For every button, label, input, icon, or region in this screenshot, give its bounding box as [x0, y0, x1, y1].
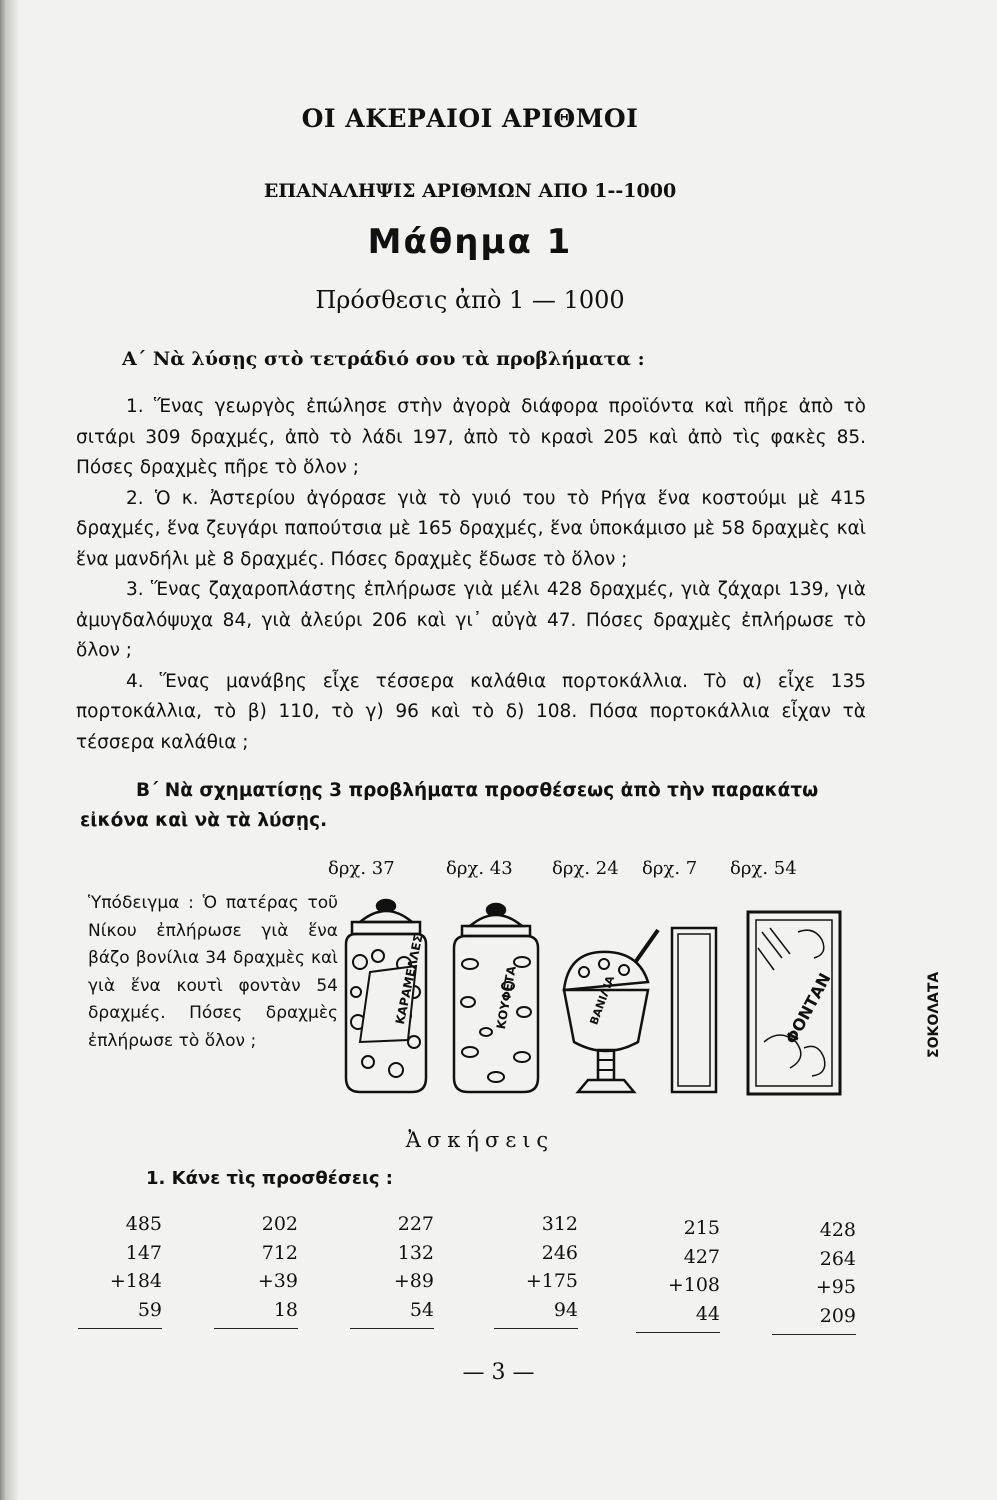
sum-column-6: [786, 1216, 856, 1335]
sum-line: 18: [273, 1298, 298, 1321]
sum-column-3: [364, 1210, 434, 1329]
sum-underline: [494, 1328, 578, 1329]
caramel-jar-icon: [346, 900, 426, 1092]
sum-line: 264: [819, 1247, 856, 1270]
problem-list: [76, 392, 866, 758]
label-fontan: ΦΟΝΤΑΝ: [781, 969, 835, 1048]
exercises-title: Ἀσκήσεις: [405, 1128, 555, 1152]
sum-line: +108: [667, 1274, 720, 1296]
price-label-vanilla: δρχ. 24: [552, 858, 619, 879]
sum-line: 209: [819, 1304, 856, 1327]
sum-underline: [78, 1328, 162, 1329]
sum-line: +95: [815, 1276, 856, 1298]
sum-line: 54: [409, 1298, 434, 1321]
label-karamelles: ΚΑΡΑΜΕΛΛΕΣ: [392, 932, 426, 1026]
sum-line: 59: [137, 1298, 162, 1321]
sum-column-1: [92, 1210, 162, 1329]
lesson-heading: Μάθημα 1: [367, 222, 573, 262]
problem-1: 1. Ἕνας γεωργὸς ἐπώλησε στὴν ἀγορὰ διάφορα προϊόντα καὶ πῆρε ἀπὸ τὸ σιτάρι 309 δραχμές, ἀπὸ τὸ λάδι 197, ἀπὸ τὸ κρασὶ 205 καὶ ἀπὸ τὶς φακὲς 85. Πόσες δραχμὲς πῆρε τὸ ὅλον ;: [76, 396, 866, 478]
sum-column-2: [228, 1210, 298, 1329]
price-label-chocolate: δρχ. 7: [642, 858, 698, 879]
label-vanilia: ΒΑΝΙΛΙΑ: [587, 974, 618, 1027]
sum-line: 428: [819, 1219, 856, 1241]
label-koufeta: ΚΟΥΦΕΤΑ: [493, 964, 519, 1031]
sum-column-5: [650, 1214, 720, 1333]
sum-underline: [772, 1334, 856, 1335]
sum-underline: [214, 1328, 298, 1329]
page-number: — 3 —: [462, 1360, 535, 1385]
exercise-1-text: 1. Κάνε τὶς προσθέσεις :: [146, 1168, 394, 1189]
sum-line: 202: [261, 1213, 298, 1235]
problem-3: 3. Ἕνας ζαχαροπλάστης ἐπλήρωσε γιὰ μέλι 428 δραχμές, γιὰ ζάχαρι 139, γιὰ ἀμυγδαλόψυχα 84, γιὰ ἀλεύρι 206 καὶ γι᾽ αὐγὰ 47. Πόσες δραχμὲς ἐπλήρωσε τὸ ὅλον ;: [76, 579, 866, 661]
price-label-caramels: δρχ. 37: [328, 858, 395, 879]
chapter-subtitle: ΕΠΑΝΑΛΗΨΙΣ ΑΡΙΘΜΩΝ ΑΠΟ 1--1000: [263, 180, 677, 202]
sum-line: 132: [397, 1241, 434, 1264]
sum-line: 94: [553, 1298, 578, 1321]
sum-line: 312: [541, 1213, 578, 1235]
chocolate-bar-icon: [672, 928, 716, 1092]
example-problem: Ὑπόδειγμα : Ὁ πατέρας τοῦ Νίκου ἐπλήρωσε γιὰ ἕνα βάζο βονίλια 34 δραχμὲς καὶ γιὰ ἕνα κουτὶ φοντὰν 54 δραχμές. Πόσες δραχμὲς ἐπλήρωσε τὸ ὅλον ;: [88, 893, 338, 1051]
sum-line: +39: [257, 1270, 298, 1292]
section-b-heading: Β΄ Νὰ σχηματίσῃς 3 προβλήματα προσθέσεως ἀπὸ τὴν παρακάτω εἰκόνα καὶ νὰ τὰ λύσῃς.: [80, 780, 819, 831]
sum-line: 427: [683, 1245, 720, 1268]
price-label-fondant: δρχ. 54: [730, 858, 797, 879]
koufeta-jar-icon: [454, 904, 538, 1092]
sum-underline: [350, 1328, 434, 1329]
sum-line: 227: [397, 1213, 434, 1235]
sum-underline: [636, 1332, 720, 1333]
fondant-box-icon: [748, 912, 840, 1094]
price-label-koufeta: δρχ. 43: [446, 858, 513, 879]
section-a-heading: Α΄ Νὰ λύσῃς στὸ τετράδιό σου τὰ προβλήματα :: [122, 348, 645, 370]
sum-line: 246: [541, 1241, 578, 1264]
vanilla-cup-icon: [564, 930, 658, 1092]
problem-4: 4. Ἕνας μανάβης εἶχε τέσσερα καλάθια πορτοκάλλια. Τὸ α) εἶχε 135 πορτοκάλλια, τὸ β) 110, τὸ γ) 96 καὶ τὸ δ) 108. Πόσα πορτοκάλλια εἶχαν τὰ τέσσερα καλάθια ;: [76, 670, 866, 753]
sum-line: 44: [695, 1302, 720, 1325]
sum-line: 215: [683, 1217, 720, 1239]
sum-column-4: [508, 1210, 578, 1329]
label-sokolata: ΣΟΚΟΛΑΤΑ: [926, 971, 942, 1058]
lesson-topic: Πρόσθεσις ἀπὸ 1 — 1000: [315, 286, 625, 314]
sum-line: 147: [125, 1241, 162, 1264]
sum-line: 712: [261, 1241, 298, 1264]
sum-line: +184: [109, 1270, 162, 1292]
chapter-title: ΟΙ ΑΚΕΡΑΙΟΙ ΑΡΙΘΜΟΙ: [301, 104, 639, 133]
problem-2: 2. Ὁ κ. Ἀστερίου ἀγόρασε γιὰ τὸ γυιό του τὸ Ρήγα ἕνα κοστούμι μὲ 415 δραχμές, ἕνα ζευγάρι παπούτσια μὲ 165 δραχμές, ἕνα ὑποκάμισο μὲ 58 δραχμὲς καὶ ἕνα μανδήλι μὲ 8 δραχμές. Πόσες δραχμὲς ἔδωσε τὸ ὅλον ;: [76, 487, 866, 570]
exercise-1-instruction: [146, 1168, 393, 1189]
sum-line: +175: [525, 1270, 578, 1292]
sum-line: +89: [393, 1270, 434, 1292]
price-labels: [0, 858, 997, 888]
sum-line: 485: [125, 1213, 162, 1235]
sweets-illustration: [338, 892, 942, 1124]
